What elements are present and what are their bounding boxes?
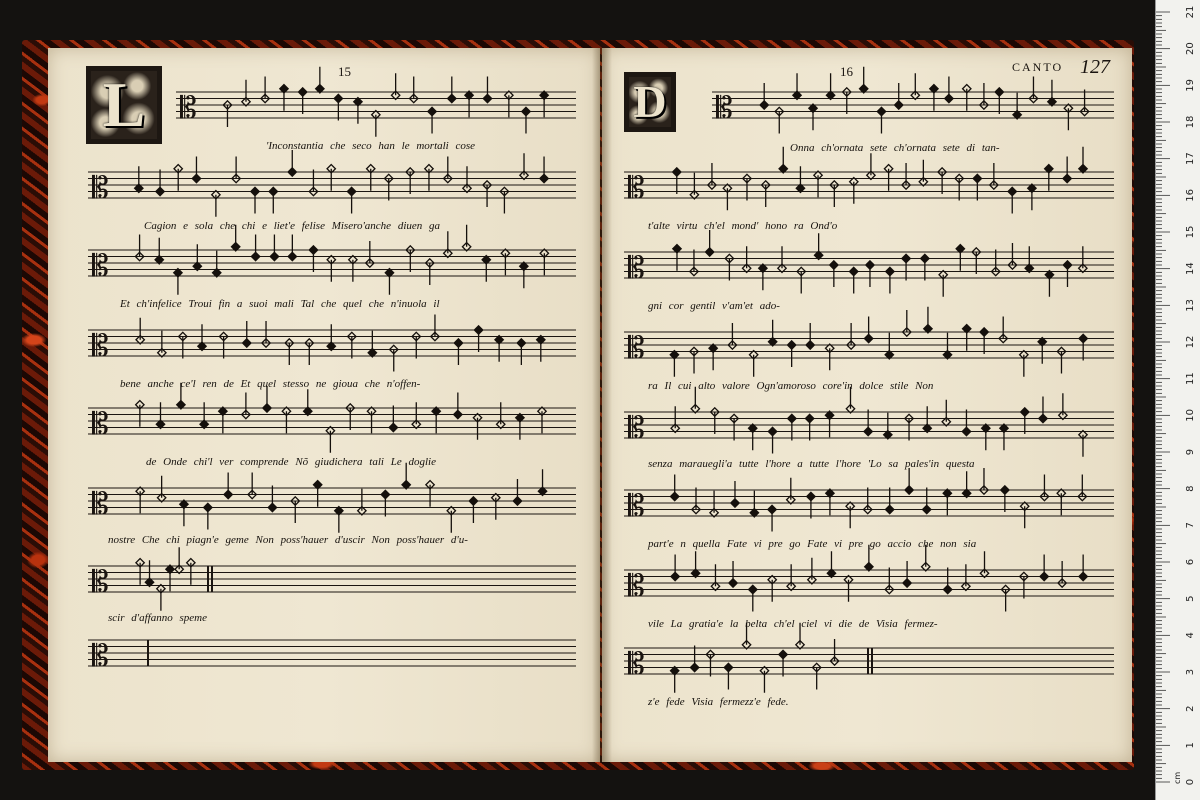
music-staff bbox=[88, 463, 576, 533]
right-page bbox=[602, 48, 1132, 762]
ruler-number: 1 bbox=[1185, 742, 1196, 749]
music-staff bbox=[88, 383, 576, 453]
music-staff bbox=[624, 307, 1114, 377]
lyric-line: bene anche ce'l ren de Et quel stesso ne gioua che n'offen- bbox=[120, 378, 421, 390]
svg-text:𝄡: 𝄡 bbox=[92, 639, 109, 674]
svg-text:𝄡: 𝄡 bbox=[92, 407, 109, 442]
ruler-number: 21 bbox=[1185, 5, 1196, 19]
lyric-line: Et ch'infelice Troui fin a suoi mali Tal che quel che n'inuola il bbox=[120, 298, 440, 310]
lyric-line: de Onde chi'l ver comprende Nõ giudichera tali Le doglie bbox=[146, 456, 436, 468]
lyric-line: Cagion e sola che chi e liet'e felise Misero'anche diuen ga bbox=[144, 220, 441, 232]
right-music-staves bbox=[602, 48, 1132, 762]
running-head: CANTO bbox=[1012, 60, 1064, 74]
folio-number: 127 bbox=[1080, 56, 1110, 78]
svg-text:𝄡: 𝄡 bbox=[628, 251, 645, 286]
ruler-number: 6 bbox=[1185, 558, 1196, 566]
lyric-line: 'Inconstantia che seco han le mortali cose bbox=[266, 140, 476, 152]
music-staff bbox=[88, 225, 576, 295]
svg-text:𝄡: 𝄡 bbox=[628, 569, 645, 604]
svg-text:𝄡: 𝄡 bbox=[628, 411, 645, 446]
measurement-ruler bbox=[1155, 0, 1200, 800]
ruler-number: 16 bbox=[1185, 188, 1196, 202]
ruler-number: 20 bbox=[1185, 42, 1196, 56]
svg-text:𝄡: 𝄡 bbox=[92, 565, 109, 600]
lyric-line: vile La gratia'e la belta ch'el ciel vi die de Visia fermez- bbox=[648, 618, 938, 630]
lyric-line: part'e n quella Fate vi pre go Fate vi pre go accio che non sia bbox=[648, 538, 977, 550]
music-staff bbox=[624, 230, 1114, 297]
left-decorated-initial bbox=[86, 66, 162, 144]
ruler-number: 13 bbox=[1185, 298, 1196, 312]
music-staff bbox=[88, 547, 576, 611]
lyric-line: senza marauegli'a tutte l'hore a tutte l'hore 'Lo sa pales'in questa bbox=[648, 458, 975, 470]
music-staff bbox=[712, 67, 1114, 134]
ruler-number: 5 bbox=[1185, 595, 1196, 602]
lyric-line: t'alte virtu ch'el mond' hono ra Ond'o bbox=[648, 220, 838, 232]
music-staff bbox=[624, 147, 1114, 214]
svg-text:𝄡: 𝄡 bbox=[92, 329, 109, 364]
music-staff bbox=[176, 67, 576, 137]
music-staff bbox=[88, 315, 576, 372]
ruler-unit-label: cm bbox=[1173, 771, 1182, 784]
left-music-staves bbox=[48, 48, 600, 762]
ruler-number: 7 bbox=[1185, 522, 1196, 529]
ruler-number: 2 bbox=[1185, 705, 1196, 712]
ruler-number: 19 bbox=[1185, 78, 1196, 92]
right-initial-letter: D bbox=[633, 76, 667, 127]
music-staff bbox=[88, 150, 576, 217]
ruler-number: 9 bbox=[1185, 448, 1196, 456]
music-staff bbox=[624, 623, 1114, 693]
ruler-number: 4 bbox=[1185, 632, 1196, 639]
ruler-number: 0 bbox=[1185, 778, 1196, 786]
ruler-number: 8 bbox=[1185, 485, 1196, 492]
ruler-number: 15 bbox=[1185, 225, 1196, 239]
left-initial-letter: L bbox=[102, 69, 146, 140]
right-decorated-initial bbox=[624, 72, 676, 132]
lyric-line: nostre Che chi piagn'e geme Non poss'hauer d'uscir Non poss'hauer d'u- bbox=[108, 534, 468, 546]
lyric-line: gni cor gentil v'am'et ado- bbox=[648, 300, 780, 312]
svg-text:𝄡: 𝄡 bbox=[716, 91, 733, 126]
svg-text:𝄡: 𝄡 bbox=[92, 487, 109, 522]
svg-text:𝄡: 𝄡 bbox=[180, 91, 197, 126]
book-gutter bbox=[592, 48, 612, 762]
music-staff bbox=[624, 468, 1114, 532]
ruler-scale bbox=[1156, 0, 1200, 800]
svg-text:𝄡: 𝄡 bbox=[628, 331, 645, 366]
lyric-line: Onna ch'ornata sete ch'ornata sete di tan- bbox=[790, 142, 1000, 154]
music-staff bbox=[88, 639, 576, 674]
music-staff bbox=[624, 545, 1114, 612]
right-page-number: 16 bbox=[840, 64, 853, 79]
lyric-line: z'e fede Visia fermezz'e fede. bbox=[648, 696, 789, 708]
svg-text:𝄡: 𝄡 bbox=[628, 489, 645, 524]
lyric-line: scir d'affanno speme bbox=[108, 612, 207, 624]
svg-text:𝄡: 𝄡 bbox=[92, 249, 109, 284]
left-page bbox=[48, 48, 600, 762]
ruler-number: 10 bbox=[1185, 408, 1196, 422]
lyric-line: ra Il cui alto valore Ogn'amoroso core'in dolce stile Non bbox=[648, 380, 934, 392]
ruler-number: 18 bbox=[1185, 115, 1196, 129]
ruler-number: 14 bbox=[1185, 262, 1196, 276]
ruler-number: 17 bbox=[1185, 152, 1196, 166]
ruler-number: 12 bbox=[1185, 335, 1196, 349]
music-staff bbox=[624, 387, 1114, 457]
svg-text:𝄡: 𝄡 bbox=[92, 171, 109, 206]
ruler-number: 11 bbox=[1185, 372, 1196, 386]
svg-text:𝄡: 𝄡 bbox=[628, 171, 645, 206]
svg-text:𝄡: 𝄡 bbox=[628, 647, 645, 682]
book-cover-board bbox=[22, 40, 1134, 770]
ruler-number: 3 bbox=[1185, 668, 1196, 676]
left-page-number: 15 bbox=[338, 64, 351, 79]
